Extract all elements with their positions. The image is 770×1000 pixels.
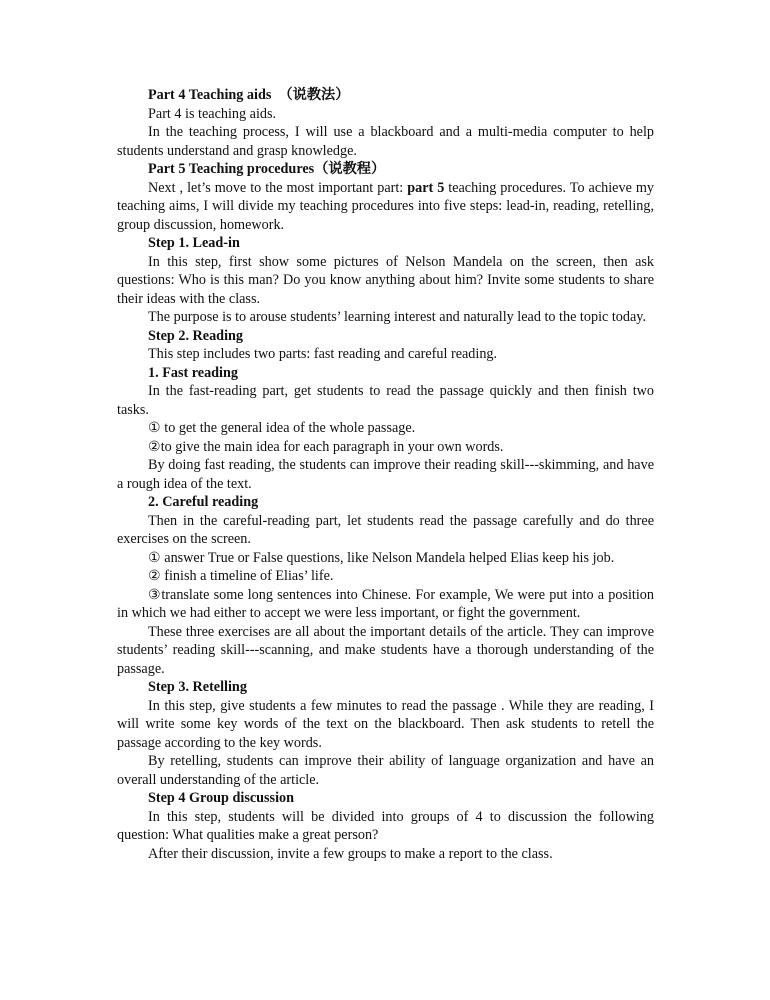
- step1-heading: Step 1. Lead-in: [148, 235, 240, 251]
- fast-reading-heading: 1. Fast reading: [148, 364, 238, 381]
- careful-reading-para2: These three exercises are all about the important details of the article. They can improve students’ reading skill---scanning, and make students have a thorough understanding of the passage.: [117, 623, 654, 677]
- document-page: [117, 86, 654, 863]
- step4-para2: After their discussion, invite a few groups to make a report to the class.: [148, 845, 553, 862]
- step4-para1: In this step, students will be divided into groups of 4 to discussion the following question: What qualities make a great person?: [117, 808, 654, 843]
- step3-para2: By retelling, students can improve their ability of language organization and have an overall understanding of the article.: [117, 753, 654, 788]
- fast-reading-para2: By doing fast reading, the students can improve their reading skill---skimming, and have a rough idea of the text.: [117, 457, 654, 492]
- part5-intro-before: Next , let’s move to the most important part:: [148, 179, 408, 196]
- part4-para2: In the teaching process, I will use a blackboard and a multi-media computer to help students understand and grasp knowledge.: [117, 124, 654, 159]
- step2-para1: This step includes two parts: fast reading and careful reading.: [148, 346, 498, 362]
- part5-intro: [117, 179, 654, 235]
- careful-reading-item3: ③translate some long sentences into Chinese. For example, We were put into a position in which we had either to accept we were less important, or fight the government.: [117, 586, 654, 621]
- step2-heading: Step 2. Reading: [148, 327, 243, 344]
- part5-intro-after: teaching procedures. To achieve my teaching aims, I will divide my teaching procedures into five steps: lead-in, reading, retelling, group discussion, homework.: [117, 179, 654, 233]
- part5-intro-bold: part 5: [407, 179, 445, 196]
- step3-heading: Step 3. Retelling: [148, 679, 247, 695]
- careful-reading-item1: ① answer True or False questions, like Nelson Mandela helped Elias keep his job.: [148, 549, 615, 566]
- fast-reading-para1: In the fast-reading part, get students to read the passage quickly and then finish two tasks.: [117, 383, 654, 418]
- part5-heading: [117, 160, 654, 179]
- fast-reading-item2: ②to give the main idea for each paragraph in your own words.: [148, 438, 504, 455]
- step4-heading: Step 4 Group discussion: [148, 790, 294, 806]
- careful-reading-heading: 2. Careful reading: [148, 494, 259, 510]
- fast-reading-item1: ① to get the general idea of the whole passage.: [148, 420, 416, 436]
- step1-para1: In this step, first show some pictures of Nelson Mandela on the screen, then ask questions: Who is this man? Do you know anything about him? Invite some students to share their ideas with the class.: [117, 253, 654, 307]
- step1-para2: The purpose is to arouse students’ learning interest and naturally lead to the topic today.: [148, 309, 646, 325]
- part4-heading-zh: （说教法）: [278, 87, 350, 103]
- step3-para1: In this step, give students a few minutes to read the passage . While they are reading, I will write some key words of the text on the blackboard. Then ask students to retell the passage according to the key words.: [117, 697, 654, 751]
- part5-heading-text: Part 5 Teaching procedures: [148, 161, 315, 177]
- part4-heading: [117, 86, 654, 105]
- careful-reading-item2: ② finish a timeline of Elias’ life.: [148, 568, 334, 584]
- careful-reading-para1: Then in the careful-reading part, let students read the passage carefully and do three exercises on the screen.: [117, 512, 654, 547]
- part4-heading-text: Part 4 Teaching aids: [148, 87, 272, 103]
- part4-para1: Part 4 is teaching aids.: [148, 105, 277, 122]
- part5-heading-zh: （说教程）: [314, 161, 386, 177]
